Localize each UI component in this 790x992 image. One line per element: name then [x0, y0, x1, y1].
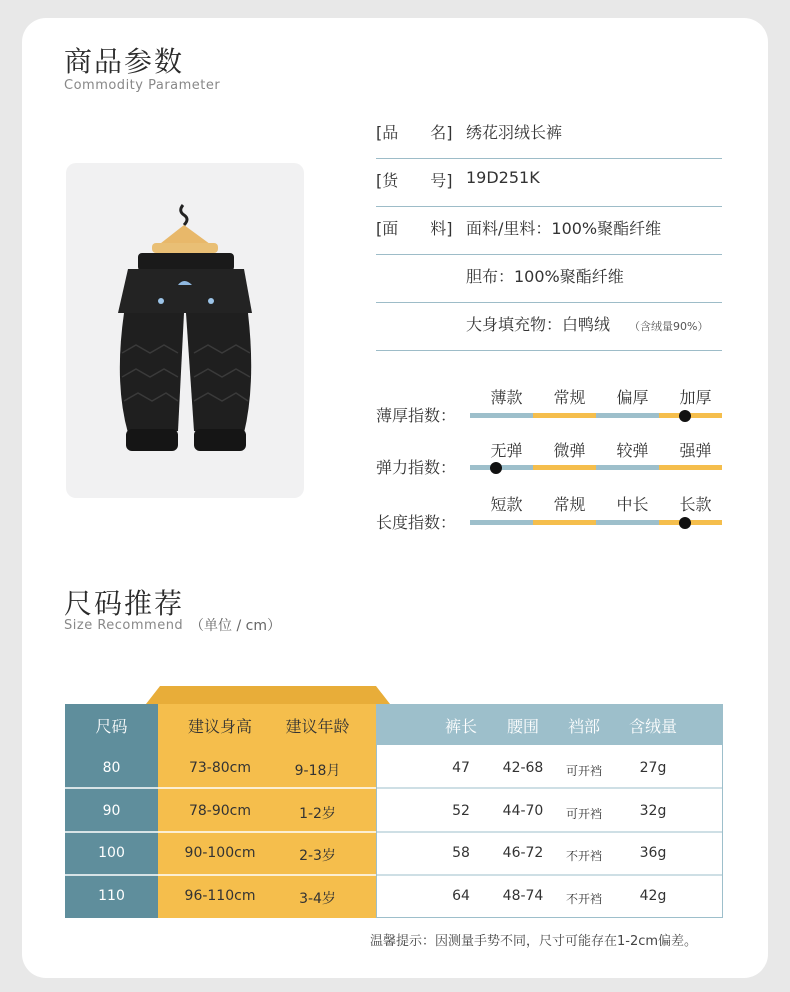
table-cell-height: 96-110cm	[184, 888, 256, 904]
table-cell-crotch: 不开裆	[565, 849, 602, 863]
spec-filling-note: （含绒量90%）	[629, 320, 709, 333]
table-cell-length: 58	[452, 845, 470, 861]
table-cell-crotch: 可开裆	[565, 807, 602, 821]
table-cell-size: 100	[98, 845, 125, 861]
spec-name-value: 绣花羽绒长裤	[466, 123, 563, 142]
table-cell-age: 9-18月	[294, 763, 341, 779]
thickness-index-label: 薄厚指数：	[376, 406, 457, 425]
table-cell-length: 64	[452, 888, 470, 904]
table-cell-age: 2-3岁	[299, 848, 336, 864]
table-cell-down: 32g	[639, 803, 667, 819]
elasticity-option: 微弹	[553, 441, 586, 460]
col-header-age: 建议年龄	[285, 717, 350, 736]
table-cell-waist: 42-68	[502, 760, 544, 776]
table-cell-down: 42g	[639, 888, 667, 904]
elasticity-option: 强弹	[679, 441, 712, 460]
table-cell-length: 52	[452, 803, 470, 819]
length-option: 长款	[679, 495, 712, 514]
params-title: 商品参数	[64, 45, 185, 78]
table-cell-age: 1-2岁	[299, 806, 336, 822]
spec-name-key: [品 名]	[376, 123, 453, 142]
table-cell-height: 73-80cm	[188, 760, 251, 776]
size-note: 温馨提示：因测量手势不同，尺寸可能存在1-2cm偏差。	[370, 934, 698, 949]
table-cell-size: 90	[102, 803, 121, 819]
col-header-waist: 腰围	[506, 717, 539, 736]
table-cell-height: 78-90cm	[188, 803, 251, 819]
table-cell-size: 80	[102, 760, 121, 776]
table-cell-down: 27g	[639, 760, 667, 776]
length-option: 中长	[616, 495, 649, 514]
size-subtitle: Size Recommend	[64, 618, 184, 633]
thickness-option: 偏厚	[616, 388, 649, 407]
col-header-crotch: 裆部	[567, 717, 600, 736]
elasticity-index-label: 弹力指数：	[376, 458, 457, 477]
col-header-length: 裤长	[444, 717, 477, 736]
table-cell-waist: 46-72	[502, 845, 544, 861]
spec-no-value: 19D251K	[466, 168, 540, 187]
table-cell-down: 36g	[639, 845, 667, 861]
thickness-option: 常规	[553, 388, 586, 407]
thickness-option: 加厚	[679, 388, 712, 407]
col-header-height: 建议身高	[187, 717, 252, 736]
table-cell-size: 110	[98, 888, 125, 904]
size-title: 尺码推荐	[64, 587, 185, 620]
elasticity-option: 较弹	[616, 441, 649, 460]
spec-fabric-value: 面料/里料：100%聚酯纤维	[466, 219, 662, 238]
length-option: 常规	[553, 495, 586, 514]
length-index-label: 长度指数：	[376, 513, 457, 532]
table-cell-waist: 48-74	[502, 888, 544, 904]
size-unit: （单位 / cm）	[190, 618, 281, 634]
table-cell-crotch: 可开裆	[565, 764, 602, 778]
table-cell-age: 3-4岁	[299, 891, 336, 907]
table-cell-height: 90-100cm	[184, 845, 256, 861]
col-header-down: 含绒量	[628, 717, 677, 736]
spec-filling-value: 大身填充物：白鸭绒	[466, 315, 611, 334]
col-header-size: 尺码	[95, 717, 128, 736]
spec-lining-value: 胆布：100%聚酯纤维	[466, 267, 624, 286]
table-cell-crotch: 不开裆	[565, 892, 602, 906]
thickness-option: 薄款	[490, 388, 523, 407]
params-subtitle: Commodity Parameter	[64, 78, 221, 93]
elasticity-option: 无弹	[490, 441, 523, 460]
table-cell-length: 47	[452, 760, 470, 776]
length-option: 短款	[490, 495, 523, 514]
table-cell-waist: 44-70	[502, 803, 544, 819]
spec-fabric-key: [面 料]	[376, 219, 453, 238]
spec-no-key: [货 号]	[376, 171, 453, 190]
